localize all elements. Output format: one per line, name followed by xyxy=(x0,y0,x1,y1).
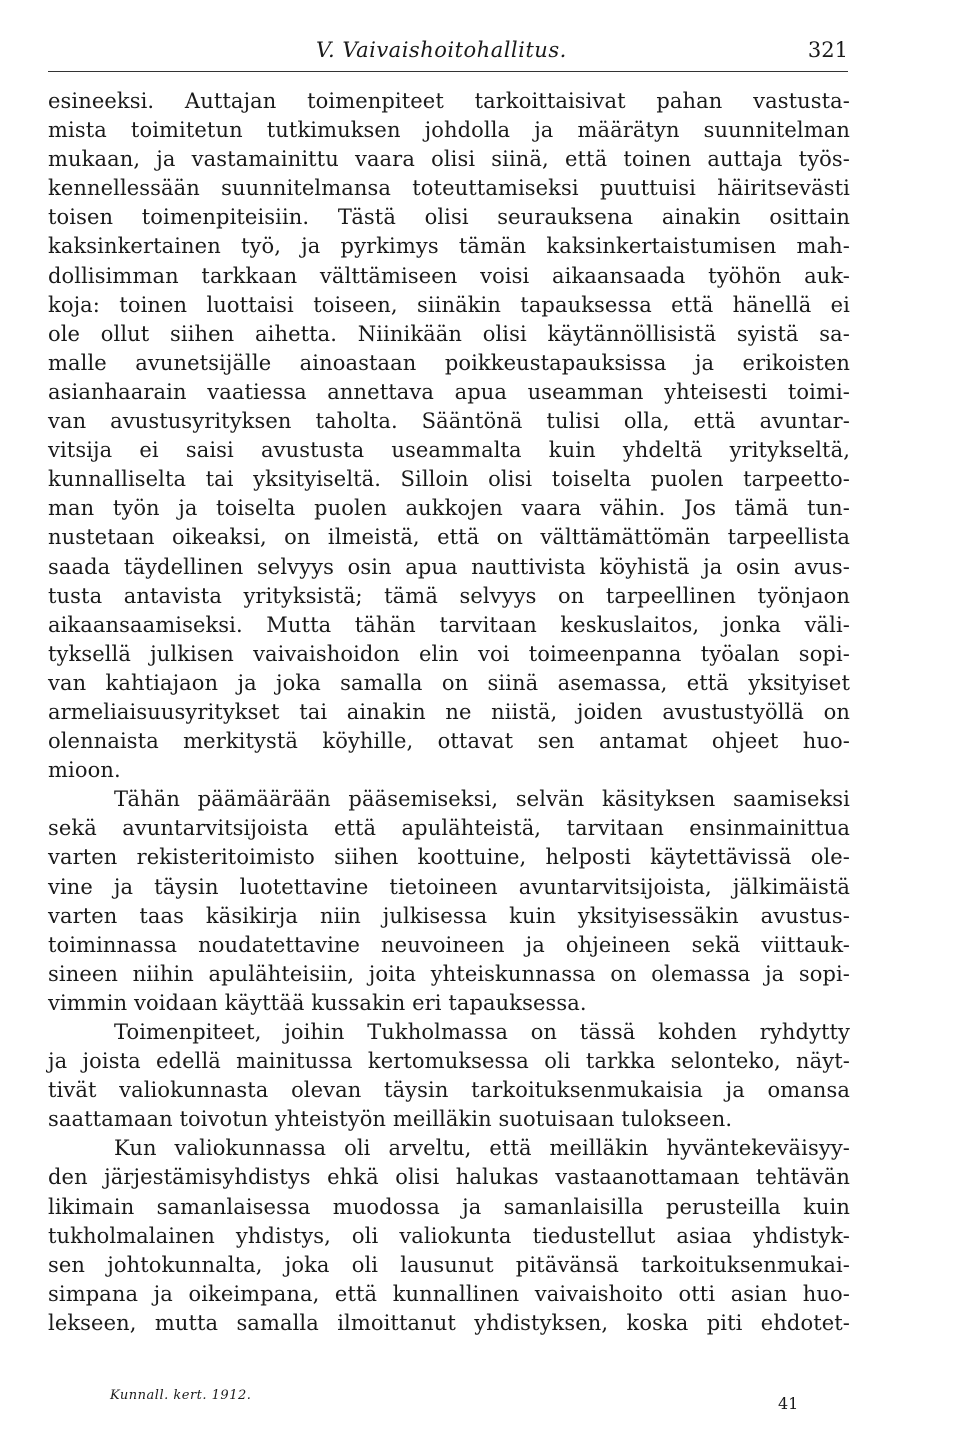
text-line: mioon. xyxy=(48,758,121,783)
text-line: kennellessään suunnitelmansa toteuttamiseksi puuttuisi häiritsevästi xyxy=(48,176,850,201)
text-line: likimain samanlaisessa muodossa ja samanlaisilla perusteilla kuin xyxy=(48,1194,850,1219)
text-line: tyksellä julkisen vaivaishoidon elin voi toimeenpanna työalan sopi- xyxy=(48,641,850,666)
text-line: sineen niihin apulähteisiin, joita yhteiskunnassa on olemassa ja sopi- xyxy=(48,961,850,986)
text-line: simpana ja oikeimpana, että kunnallinen vaivaishoito otti asian huo- xyxy=(48,1281,850,1306)
text-line: saada täydellinen selvyys osin apua nauttivista köyhistä ja osin avus- xyxy=(48,554,850,579)
text-line: aikaansaamiseksi. Mutta tähän tarvitaan keskuslaitos, jonka väli- xyxy=(48,612,850,637)
text-line: van avustusyrityksen taholta. Sääntönä tulisi olla, että avuntar- xyxy=(48,409,850,434)
text-line: saattamaan toivotun yhteistyön meilläkin suotuisaan tulokseen. xyxy=(48,1107,733,1132)
text-line: mista toimitetun tutkimuksen johdolla ja määrätyn suunnitelman xyxy=(48,118,850,143)
text-line: vine ja täysin luotettavine tietoineen avuntarvitsijoista, jälkimäistä xyxy=(48,874,850,899)
text-line: ja joista edellä mainitussa kertomuksessa oli tarkka selonteko, näyt- xyxy=(48,1049,850,1074)
text-line: sekä avuntarvitsijoista että apulähteistä, tarvitaan ensinmainittua xyxy=(48,816,850,841)
header-rule xyxy=(48,71,848,72)
text-line: vimmin voidaan käyttää kussakin eri tapauksessa. xyxy=(48,990,587,1015)
text-line: nustetaan oikeaksi, on ilmeistä, että on välttämättömän tarpeellista xyxy=(48,525,850,550)
text-line: van kahtiajaon ja joka samalla on siinä asemassa, että yksityiset xyxy=(48,670,850,695)
text-line: tivät valiokunnasta olevan täysin tarkoituksenmukaisia ja omansa xyxy=(48,1078,850,1103)
text-line: malle avunetsijälle ainoastaan poikkeustapauksissa ja erikoisten xyxy=(48,350,850,375)
page-footer xyxy=(48,1388,848,1418)
text-line: asianhaarain vaatiessa annettava apua useamman yhteisesti toimi- xyxy=(48,379,850,404)
running-head xyxy=(48,38,848,68)
text-line: varten rekisteritoimisto siihen koottuine, helposti käytettävissä ole- xyxy=(48,845,850,870)
source-note: Kunnall. kert. 1912. xyxy=(110,1388,252,1403)
text-line: tusta antavista yrityksistä; tämä selvyys on tarpeellinen työnjaon xyxy=(48,583,850,608)
text-line: Toimenpiteet, joihin Tukholmassa on tässä kohden ryhdytty xyxy=(114,1020,850,1044)
text-line: varten taas käsikirja niin julkisessa kuin yksityisessäkin avustus- xyxy=(48,903,850,928)
page-number: 321 xyxy=(807,38,848,62)
text-line: kaksinkertainen työ, ja pyrkimys tämän kaksinkertaistumisen mah- xyxy=(48,234,850,259)
signature-mark: 41 xyxy=(778,1394,799,1413)
section-title: V. Vaivaishoitohallitus. xyxy=(316,38,567,62)
text-line: toiminnassa noudatettavine neuvoineen ja ohjeineen sekä viittauk- xyxy=(48,932,850,957)
text-line: toisen toimenpiteisiin. Tästä olisi seurauksena ainakin osittain xyxy=(48,205,850,230)
text-line: tukholmalainen yhdistys, oli valiokunta tiedustellut asiaa yhdistyk- xyxy=(48,1223,850,1248)
text-line: armeliaisuusyritykset tai ainakin ne niistä, joiden avustustyöllä on xyxy=(48,699,850,724)
text-line: lekseen, mutta samalla ilmoittanut yhdistyksen, koska piti ehdotet- xyxy=(48,1310,850,1335)
text-line: dollisimman tarkkaan välttämiseen voisi aikaansaada työhön auk- xyxy=(48,263,850,288)
text-line: esineeksi. Auttajan toimenpiteet tarkoittaisivat pahan vastusta- xyxy=(48,89,850,113)
text-line: olennaista merkitystä köyhille, ottavat sen antamat ohjeet huo- xyxy=(48,729,850,754)
text-line: man työn ja toiselta puolen aukkojen vaara vähin. Jos tämä tun- xyxy=(48,496,850,521)
text-line: sen johtokunnalta, joka oli lausunut pitävänsä tarkoituksenmukai- xyxy=(48,1252,850,1277)
text-line: Kun valiokunnassa oli arveltu, että meilläkin hyväntekeväisyy- xyxy=(114,1136,850,1161)
text-line: koja: toinen luottaisi toiseen, siinäkin tapauksessa että hänellä ei xyxy=(48,292,850,317)
text-line: Tähän päämäärään pääsemiseksi, selvän käsityksen saamiseksi xyxy=(114,787,850,812)
text-line: den järjestämisyhdistys ehkä olisi halukas vastaanottamaan tehtävän xyxy=(48,1165,850,1190)
text-line: mukaan, ja vastamainittu vaara olisi siinä, että toinen auttaja työs- xyxy=(48,147,850,172)
body-text xyxy=(48,87,850,1338)
text-line: kunnalliselta tai yksityiseltä. Silloin olisi toiselta puolen tarpeetto- xyxy=(48,467,850,492)
text-line: ole ollut siihen aihetta. Niinikään olisi käytännöllisistä syistä sa- xyxy=(48,321,850,346)
text-line: vitsija ei saisi avustusta useammalta kuin yhdeltä yritykseltä, xyxy=(48,438,850,463)
